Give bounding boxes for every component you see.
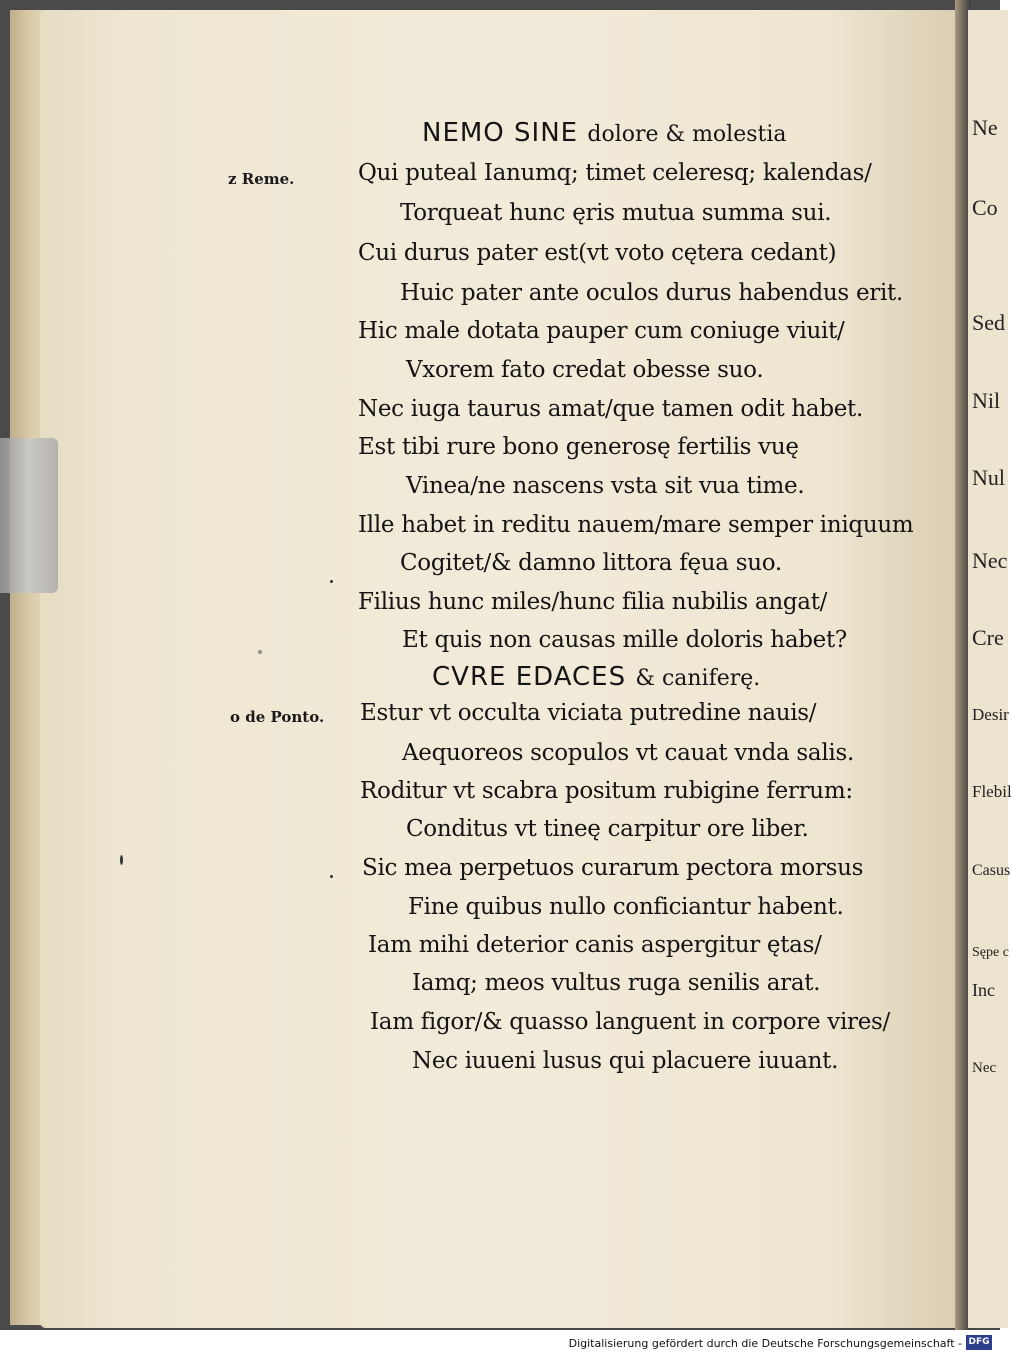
facing-page-word: Nec: [972, 548, 1008, 573]
facing-page-word: Sępe c: [972, 945, 1009, 960]
heading-caps: CVRE EDACES: [432, 662, 627, 692]
verse-line: Conditus vt tineę carpitur ore liber.: [406, 816, 809, 842]
facing-page-word: Nec: [972, 1060, 997, 1076]
margin-note: z Reme.: [228, 170, 295, 188]
facing-page-word: Inc: [972, 980, 995, 1000]
verse-line: Nec iuueni lusus qui placuere iuuant.: [412, 1048, 839, 1074]
verse-line: Iamq; meos vultus ruga senilis arat.: [412, 970, 821, 996]
facing-page-word: Nil: [972, 388, 1001, 413]
ink-speck: [258, 650, 262, 654]
verse-line: Iam mihi deterior canis aspergitur ętas/: [368, 932, 822, 958]
facing-page-word: Flebil: [972, 782, 1012, 801]
verse-line: Aequoreos scopulos vt cauat vnda salis.: [402, 740, 854, 766]
verse-line: Fine quibus nullo conficiantur habent.: [408, 894, 844, 920]
verse-line: Ille habet in reditu nauem/mare semper iniquum: [358, 512, 914, 538]
facing-page-word: Sed: [972, 310, 1005, 335]
verse-line: Torqueat hunc ęris mutua summa sui.: [400, 200, 832, 226]
ink-speck: [330, 580, 333, 583]
verse-line: Et quis non causas mille doloris habet?: [402, 627, 847, 653]
heading-rest: & caniferę.: [635, 666, 761, 691]
ink-speck: [330, 875, 333, 878]
facing-page-word: Co: [972, 195, 998, 220]
page-clip: [0, 438, 58, 593]
verse-line: Nec iuga taurus amat/que tamen odit habet.: [358, 396, 864, 422]
verse-line: Cui durus pater est(vt voto cętera cedant): [358, 240, 837, 266]
ink-speck: [120, 855, 123, 865]
facing-page: [968, 10, 1012, 1328]
verse-line: Vxorem fato credat obesse suo.: [406, 357, 764, 383]
facing-page-word: Desir: [972, 705, 1009, 724]
verse-line: Huic pater ante oculos durus habendus erit.: [400, 280, 903, 306]
section-heading: [422, 118, 787, 148]
margin-note: o de Ponto.: [230, 708, 325, 726]
verse-line: Roditur vt scabra positum rubigine ferrum:: [360, 778, 853, 804]
verse-line: Vinea/ne nascens vsta sit vua time.: [406, 473, 805, 499]
verse-line: Hic male dotata pauper cum coniuge viuit/: [358, 318, 845, 344]
facing-page-word: Nul: [972, 465, 1005, 490]
section-heading: [432, 662, 760, 692]
verse-line: Sic mea perpetuos curarum pectora morsus: [362, 855, 864, 881]
funding-credit: Digitalisierung gefördert durch die Deutsche Forschungsgemeinschaft -: [568, 1337, 962, 1350]
heading-caps: NEMO SINE: [422, 118, 579, 148]
facing-page-word: Cre: [972, 625, 1004, 650]
heading-rest: dolore & molestia: [587, 122, 787, 147]
verse-line: Estur vt occulta viciata putredine nauis/: [360, 700, 817, 726]
verse-line: Iam figor/& quasso languent in corpore vires/: [370, 1009, 890, 1035]
verse-line: Est tibi rure bono generosę fertilis vuę: [358, 434, 799, 460]
facing-page-word: Casus: [972, 862, 1011, 879]
verse-line: Cogitet/& damno littora fęua suo.: [400, 550, 782, 576]
facing-page-word: Ne: [972, 115, 998, 140]
verse-line: Filius hunc miles/hunc filia nubilis angat/: [358, 589, 828, 615]
dfg-logo: DFG: [966, 1335, 992, 1350]
verse-line: Qui puteal Ianumq; timet celeresq; kalendas/: [358, 160, 872, 186]
